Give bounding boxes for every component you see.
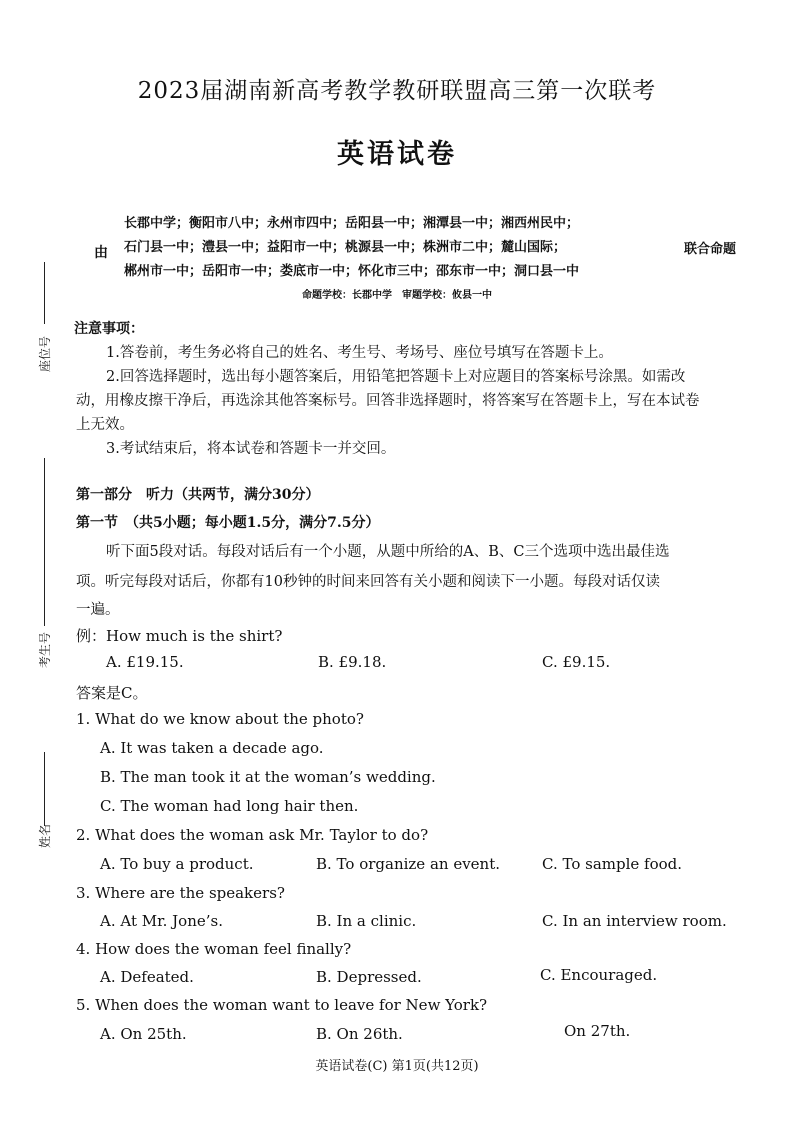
name-label: 姓名 [38,823,52,848]
question-4-option-b: B. Depressed. [316,968,422,986]
question-5-option-b: B. On 26th. [316,1025,403,1043]
example-option-b: B. £9.18. [318,653,387,671]
question-1-option-b: B. The man took it at the woman’s wedding. [100,768,436,786]
note-2-line-2: 动，用橡皮擦干净后，再选涂其他答案标号。回答非选择题时，将答案写在答题卡上，写在本试卷 [76,393,700,409]
instruction-line-1: 听下面5段对话。每段对话后有一个小题，从题中所给的A、B、C三个选项中选出最佳选 [106,544,670,560]
question-2: 2. What does the woman ask Mr. Taylor to do? [76,826,429,844]
example-option-c: C. £9.15. [542,653,611,671]
question-3-option-c: C. In an interview room. [542,912,727,930]
part-one-heading: 第一部分 听力（共两节，满分30分） [76,487,320,503]
exam-number-label: 考生号 [38,631,52,668]
from-label: 由 [94,245,108,261]
example-answer: 答案是C。 [76,684,148,702]
question-3-option-a: A. At Mr. Jone’s. [100,912,223,930]
exam-title: 2023届湖南新高考教学教研联盟高三第一次联考 [137,78,657,104]
school-list-line-1: 长郡中学；衡阳市八中；永州市四中；岳阳县一中；湘潭县一中；湘西州民中； [124,216,580,231]
question-3: 3. Where are the speakers? [76,884,285,902]
question-2-option-a: A. To buy a product. [100,855,254,873]
note-2-line-3: 上无效。 [76,417,134,433]
exam-subtitle: 英语试卷 [337,139,457,170]
question-2-option-c: C. To sample food. [542,855,683,873]
question-5: 5. When does the woman want to leave for New York? [76,996,488,1014]
seat-number-label: 座位号 [38,335,52,372]
question-1-option-a: A. It was taken a decade ago. [100,739,324,757]
page-footer: 英语试卷(C) 第1页(共12页) [315,1059,479,1074]
name-field-line [44,752,45,826]
question-2-option-b: B. To organize an event. [316,855,501,873]
joint-proposition-label: 联合命题 [684,242,737,257]
question-5-option-a: A. On 25th. [100,1025,187,1043]
note-3: 3.考试结束后，将本试卷和答题卡一并交回。 [106,441,396,457]
example-question: 例：How much is the shirt? [76,627,283,645]
question-4-option-c: C. Encouraged. [540,966,658,984]
proposer-line: 命题学校：长郡中学 审题学校：攸县一中 [302,290,492,301]
question-1: 1. What do we know about the photo? [76,710,364,728]
exam-number-field-line [44,458,45,626]
note-1: 1.答卷前，考生务必将自己的姓名、考生号、考场号、座位号填写在答题卡上。 [106,345,613,361]
school-list-line-2: 石门县一中；澧县一中；益阳市一中；桃源县一中；株洲市二中；麓山国际； [124,240,567,255]
example-option-a: A. £19.15. [106,653,184,671]
section-one-heading: 第一节 （共5小题；每小题1.5分，满分7.5分） [76,515,380,531]
question-4: 4. How does the woman feel finally? [76,940,352,958]
instruction-line-2: 项。听完每段对话后，你都有10秒钟的时间来回答有关小题和阅读下一小题。每段对话仅读 [76,574,660,590]
note-2-line-1: 2.回答选择题时，选出每小题答案后，用铅笔把答题卡上对应题目的答案标号涂黑。如需改 [106,369,686,385]
school-list-line-3: 郴州市一中；岳阳市一中；娄底市一中；怀化市三中；邵东市一中；洞口县一中 [124,264,580,279]
question-4-option-a: A. Defeated. [100,968,194,986]
instruction-line-3: 一遍。 [76,602,120,618]
question-3-option-b: B. In a clinic. [316,912,417,930]
question-5-option-c: On 27th. [564,1022,631,1040]
seat-field-line [44,262,45,324]
question-1-option-c: C. The woman had long hair then. [100,797,359,815]
notes-heading: 注意事项： [74,321,144,337]
